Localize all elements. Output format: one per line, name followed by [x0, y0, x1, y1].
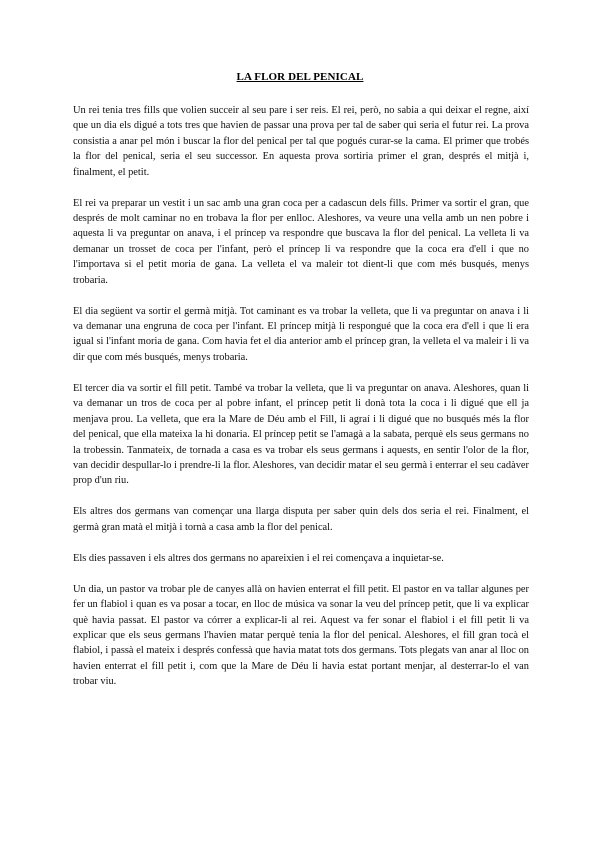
paragraph-6: Els dies passaven i els altres dos germans no apareixien i el rei començava a inquietar-se. [73, 552, 444, 564]
document-title: LA FLOR DEL PENICAL [236, 71, 364, 83]
paragraph-4: El tercer dia va sortir el fill petit. També va trobar la velleta, que li va preguntar on anava. Aleshores, quan li va demanar un tros de coca per al pobre infant, el príncep petit li donà tota la coca i li digué que ell ja menjava prou. La velleta, que era la Mare de Déu amb el Fill, li agraí i li digué que no busqués més la flor del penical, que ella mateixa la hi donaria. El príncep petit se l'amagà a la sabata, perquè els seus germans no la trobessin. Tanmateix, de tornada a casa es va trobar els seus germans i aquests, en sentir l'olor de la flor, van decidir despullar-lo i prendre-li la flor. Aleshores, van decidir matar el seu germà i enterrar el seu cadàver prop d'un riu. [73, 382, 529, 487]
paragraph-7: Un dia, un pastor va trobar ple de canyes allà on havien enterrat el fill petit. El pastor en va tallar algunes per fer un flabiol i quan es va posar a tocar, en lloc de música va sonar la veu del príncep petit, que li va explicar què havia passat. El pastor va córrer a explicar-li al rei. Aquest va fer sonar el flabiol i el fill petit li va explicar que els seus germans l'havien matar perquè tenia la flor del penical. Aleshores, el fill gran tocà el flabiol, i passà el mateix i després confessà que havia matat tots dos germans. Tots plegats van anar al lloc on havien enterrat el fill petit i, com que la Mare de Déu li havia estat portant menjar, al desterrar-lo el van trobar viu. [73, 583, 529, 688]
paragraph-5: Els altres dos germans van començar una llarga disputa per saber quin dels dos seria el rei. Finalment, el germà gran matà el mitjà i tornà a casa amb la flor del penical. [73, 506, 529, 533]
document-body [73, 103, 529, 705]
paragraph-2: El rei va preparar un vestit i un sac amb una gran coca per a cadascun dels fills. Primer va sortir el gran, que després de molt caminar no en trobava la flor per enlloc. Aleshores, va veure una vella amb un nen pobre i aquesta li va preguntar on anava, i el príncep va respondre que buscava la flor del penical. La velleta li va demanar un trosset de coca per l'infant, però el príncep li va respondre que la coca era d'ell i que no l'importava si el petit moria de gana. La velleta el va maleir tot dient-li que com més busqués, menys trobaria. [73, 197, 529, 286]
paragraph-1: Un rei tenia tres fills que volien succeir al seu pare i ser reis. El rei, però, no sabia a qui deixar el regne, així que un dia els digué a tots tres que havien de passar una prova per tal de saber qui seria el futur rei. La prova consistia a anar pel món i buscar la flor del penical per tal que pogués curar-se la cama. El primer que trobés la flor del penical, seria el seu successor. En aquesta prova sortiria primer el gran, després el mitjà i, finalment, el petit. [73, 105, 529, 178]
paragraph-3: El dia següent va sortir el germà mitjà. Tot caminant es va trobar la velleta, que li va preguntar on anava i li va demanar una engruna de coca per l'infant. El príncep mitjà li respongué que la coca era d'ell i que li era igual si l'infant moria de gana. Com havia fet el dia anterior amb el príncep gran, la velleta el va maleir i li va dir que com més busqués, menys trobaria. [73, 305, 529, 363]
